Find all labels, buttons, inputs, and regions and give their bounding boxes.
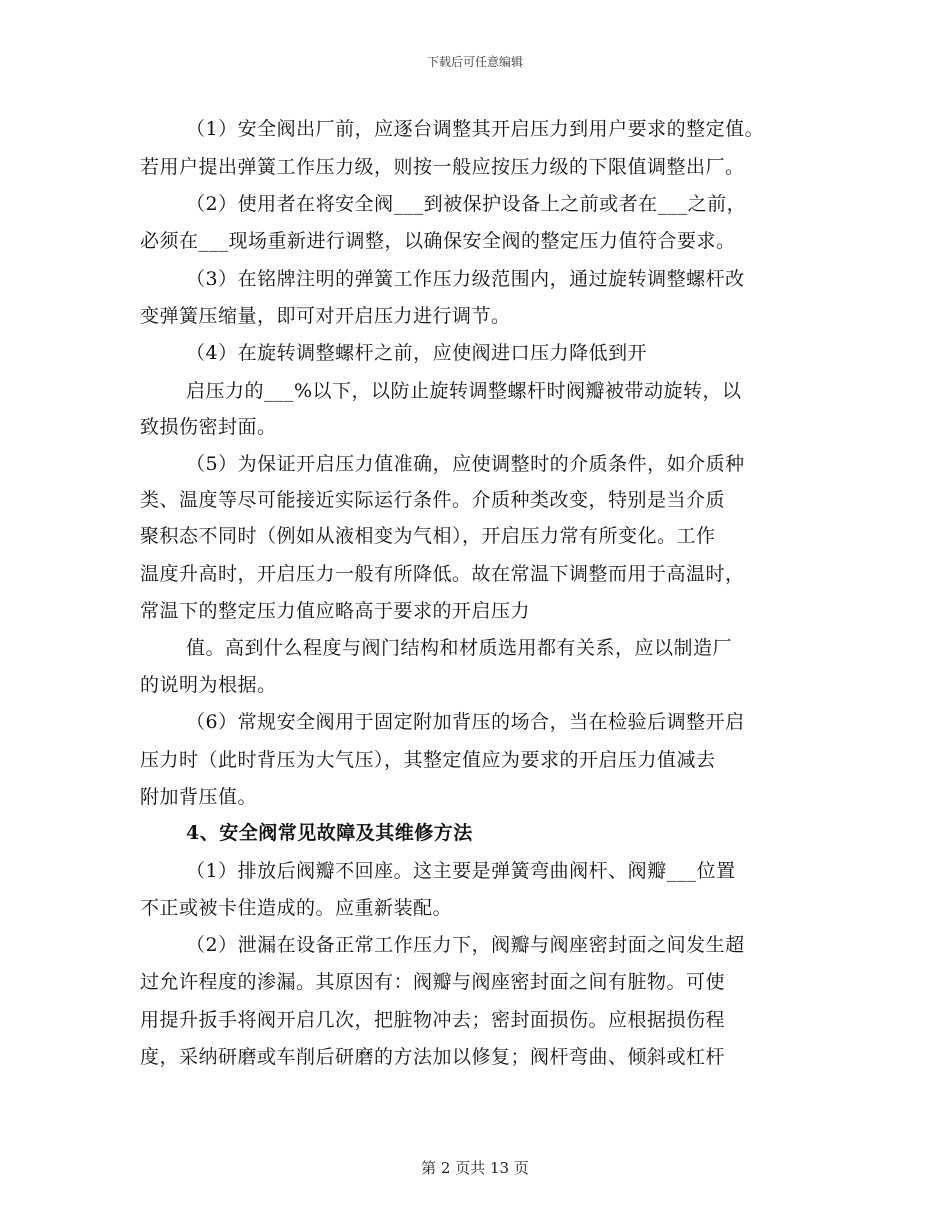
page-header: 下载后可任意编辑 — [426, 55, 523, 69]
text-line: 聚积态不同时（例如从液相变为气相），开启压力常有所变化。工作 — [140, 525, 716, 547]
text-line: 压力时（此时背压为大气压），其整定值应为要求的开启压力值减去 — [140, 749, 716, 771]
text-line: 温度升高时，开启压力一般有所降低。故在常温下调整而用于高温时， — [140, 563, 745, 585]
text-line: 若用户提出弹簧工作压力级，则按一般应按压力级的下限值调整出厂。 — [140, 156, 745, 178]
text-line: 启压力的___%以下，以防止旋转调整螺杆时阀瓣被带动旋转，以 — [186, 380, 742, 402]
text-line: （3）在铭牌注明的弹簧工作压力级范围内，通过旋转调整螺杆改 — [186, 268, 745, 290]
text-line: 度，采纳研磨或车削后研磨的方法加以修复；阀杆弯曲、倾斜或杠杆 — [140, 1046, 726, 1068]
text-line: 致损伤密封面。 — [140, 416, 277, 438]
text-line: 不正或被卡住造成的。应重新装配。 — [140, 897, 453, 919]
text-line: 类、温度等尽可能接近实际运行条件。介质种类改变，特别是当介质 — [140, 489, 726, 511]
text-line: 变弹簧压缩量，即可对开启压力进行调节。 — [140, 305, 511, 327]
text-line: （2）使用者在将安全阀___到被保护设备上之前或者在___之前， — [186, 193, 747, 215]
text-line: （2）泄漏在设备正常工作压力下，阀瓣与阀座密封面之间发生超 — [186, 934, 745, 956]
text-line: 的说明为根据。 — [140, 674, 277, 696]
text-line: 过允许程度的渗漏。其原因有：阀瓣与阀座密封面之间有脏物。可使 — [140, 971, 726, 993]
text-line: 用提升扳手将阀开启几次，把脏物冲去；密封面损伤。应根据损伤程 — [140, 1009, 726, 1031]
text-line: 常温下的整定压力值应略高于要求的开启压力 — [140, 600, 531, 622]
text-line: 必须在___现场重新进行调整，以确保安全阀的整定压力值符合要求。 — [140, 230, 736, 252]
text-line: （5）为保证开启压力值准确，应使调整时的介质条件，如介质种 — [186, 453, 745, 475]
text-line: 附加背压值。 — [140, 786, 258, 808]
text-line: （1）排放后阀瓣不回座。这主要是弹簧弯曲阀杆、阀瓣___位置 — [186, 860, 736, 882]
text-line: （1）安全阀出厂前，应逐台调整其开启压力到用户要求的整定值。 — [186, 118, 765, 140]
text-line: （4）在旋转调整螺杆之前，应使阀进口压力降低到开 — [186, 342, 648, 364]
section-heading: 4、安全阀常见故障及其维修方法 — [186, 822, 473, 844]
text-line: （6）常规安全阀用于固定附加背压的场合，当在检验后调整开启 — [186, 711, 745, 733]
page-footer: 第 2 页共 13 页 — [421, 1159, 529, 1177]
text-line: 值。高到什么程度与阀门结构和材质选用都有关系，应以制造厂 — [186, 637, 733, 659]
